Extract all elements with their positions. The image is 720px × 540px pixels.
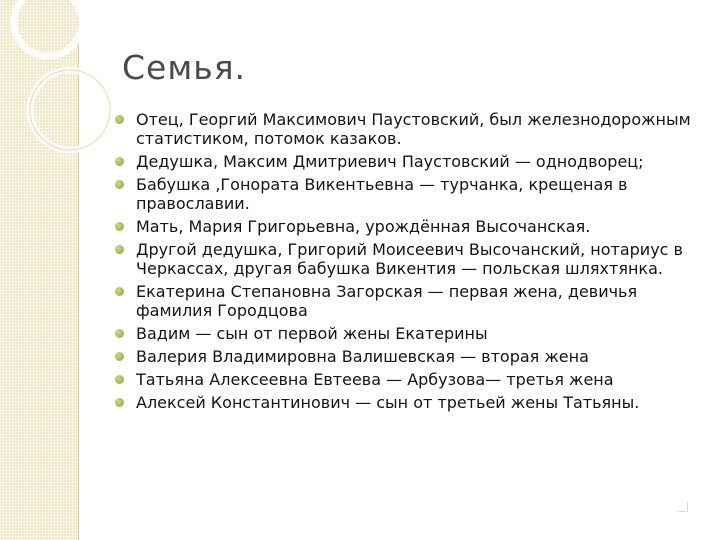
list-item-text: Отец, Георгий Максимович Паустовский, был железнодорожным статистиком, потомок казаков. [136, 110, 691, 148]
list-item-text: Татьяна Алексеевна Евтеева — Арбузова— третья жена [136, 370, 614, 389]
list-item-text: Екатерина Степановна Загорская — первая жена, девичья фамилия Городцова [136, 282, 638, 320]
list-item-text: Другой дедушка, Григорий Моисеевич Высочанский, нотариус в Черкассах, другая бабушка Викентия — польская шляхтянка. [136, 240, 683, 278]
list-item [112, 152, 702, 171]
list-item [112, 282, 702, 320]
list-item-text: Бабушка ,Гонората Викентьевна — турчанка, крещеная в православии. [136, 175, 628, 213]
bullet-icon [115, 115, 124, 124]
list-item-text: Мать, Мария Григорьевна, урождённая Высочанская. [136, 217, 591, 236]
list-item [112, 347, 702, 366]
list-item [112, 370, 702, 389]
bullet-icon [115, 245, 124, 254]
list-item [112, 217, 702, 236]
bullet-icon [115, 157, 124, 166]
list-item [112, 175, 702, 213]
list-item-text: Дедушка, Максим Дмитриевич Паустовский — однодворец; [136, 152, 644, 171]
slide-content [112, 110, 702, 416]
slide-title: Семья. [122, 48, 247, 87]
bullet-icon [115, 180, 124, 189]
bullet-icon [115, 329, 124, 338]
bullet-icon [115, 222, 124, 231]
bullet-icon [115, 398, 124, 407]
bullet-icon [115, 375, 124, 384]
bullet-list [112, 110, 702, 412]
list-item [112, 110, 702, 148]
list-item [112, 324, 702, 343]
list-item-text: Вадим — сын от первой жены Екатерины [136, 324, 488, 343]
list-item-text: Валерия Владимировна Валишевская — вторая жена [136, 347, 589, 366]
bullet-icon [115, 352, 124, 361]
list-item [112, 393, 702, 412]
decorative-corner [677, 501, 688, 512]
bullet-icon [115, 287, 124, 296]
list-item [112, 240, 702, 278]
list-item-text: Алексей Константинович — сын от третьей жены Татьяны. [136, 393, 640, 412]
